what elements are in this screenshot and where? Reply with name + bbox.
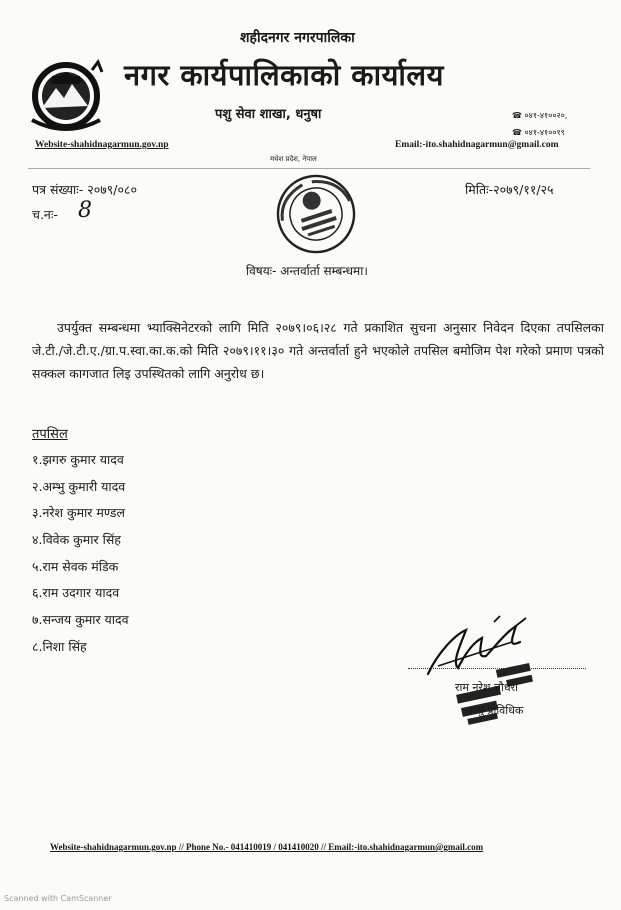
office-stamp [268, 170, 364, 258]
signatory-name: राम नरेश चौधरी [455, 681, 518, 694]
letter-body [32, 316, 604, 385]
candidate-item: ८.निशा सिंह [32, 638, 87, 654]
candidate-item: ३.नरेश कुमार मण्डल [32, 505, 125, 521]
signatory-role: पशु प्राविधिक [470, 704, 524, 717]
branch-name: पशु सेवा शाखा, धनुषा [215, 107, 322, 122]
office-title: नगर कार्यपालिकाको कार्यालय [124, 58, 444, 92]
list-heading: तपसिल [32, 427, 68, 442]
email-link[interactable]: Email:-ito.shahidnagarmun@gmail.com [395, 140, 559, 150]
dispatch-number-label: च.नः- [32, 207, 58, 222]
letter-date: मितिः-२०७९/११/२५ [465, 182, 554, 197]
phone-number-2: ☎ ०४१-४१००१९ [512, 128, 565, 137]
candidate-list [32, 451, 129, 665]
municipality-logo [26, 58, 114, 132]
candidate-item: ५.राम सेवक मंडिक [32, 558, 119, 574]
scanner-watermark: Scanned with CamScanner [4, 894, 112, 903]
body-paragraph: उपर्युक्त सम्बन्धमा भ्याक्सिनेटरको लागि मिति २०७९।०६।२८ गते प्रकाशित सुचना अनुसार निवेदन दिएका तपसिलका जे.टी./जे.टी.ए./ग्रा.प.स्वा.का.क.को मिति २०७९।११।३० गते अन्तर्वार्ता हुने भएकोले तपसिल बमोजिम पेश गरेको प्रमाण पत्रको सक्कल कागजात लिइ उपस्थितको लागि अनुरोध छ। [32, 320, 604, 381]
subject-line: विषयः- अन्तर्वार्ता सम्बन्धमा। [246, 264, 368, 278]
phone-number-1: ☎ ०४१-४१००२०, [512, 111, 568, 120]
dispatch-number-handwritten: 8 [78, 198, 92, 223]
province-label: मधेश प्रदेश, नेपाल [270, 155, 317, 163]
reference-number: पत्र संख्याः- २०७९/०८० [32, 182, 137, 197]
footer-contact: Website-shahidnagarmun.gov.np // Phone No.- 041410019 / 041410020 // Email:-ito.shahidnagarmun@gmail.com [50, 842, 484, 852]
municipality-name: शहीदनगर नगरपालिका [240, 30, 355, 46]
candidate-item: ७.सन्जय कुमार यादव [32, 612, 129, 628]
candidate-item: २.अम्भु कुमारी यादव [32, 478, 126, 494]
candidate-item: १.झगरु कुमार यादव [32, 452, 124, 467]
website-link[interactable]: Website-shahidnagarmun.gov.np [35, 140, 169, 150]
candidate-item: ४.विवेक कुमार सिंह [32, 532, 121, 548]
header-divider [28, 168, 590, 169]
candidate-item: ६.राम उदगार यादव [32, 585, 120, 601]
